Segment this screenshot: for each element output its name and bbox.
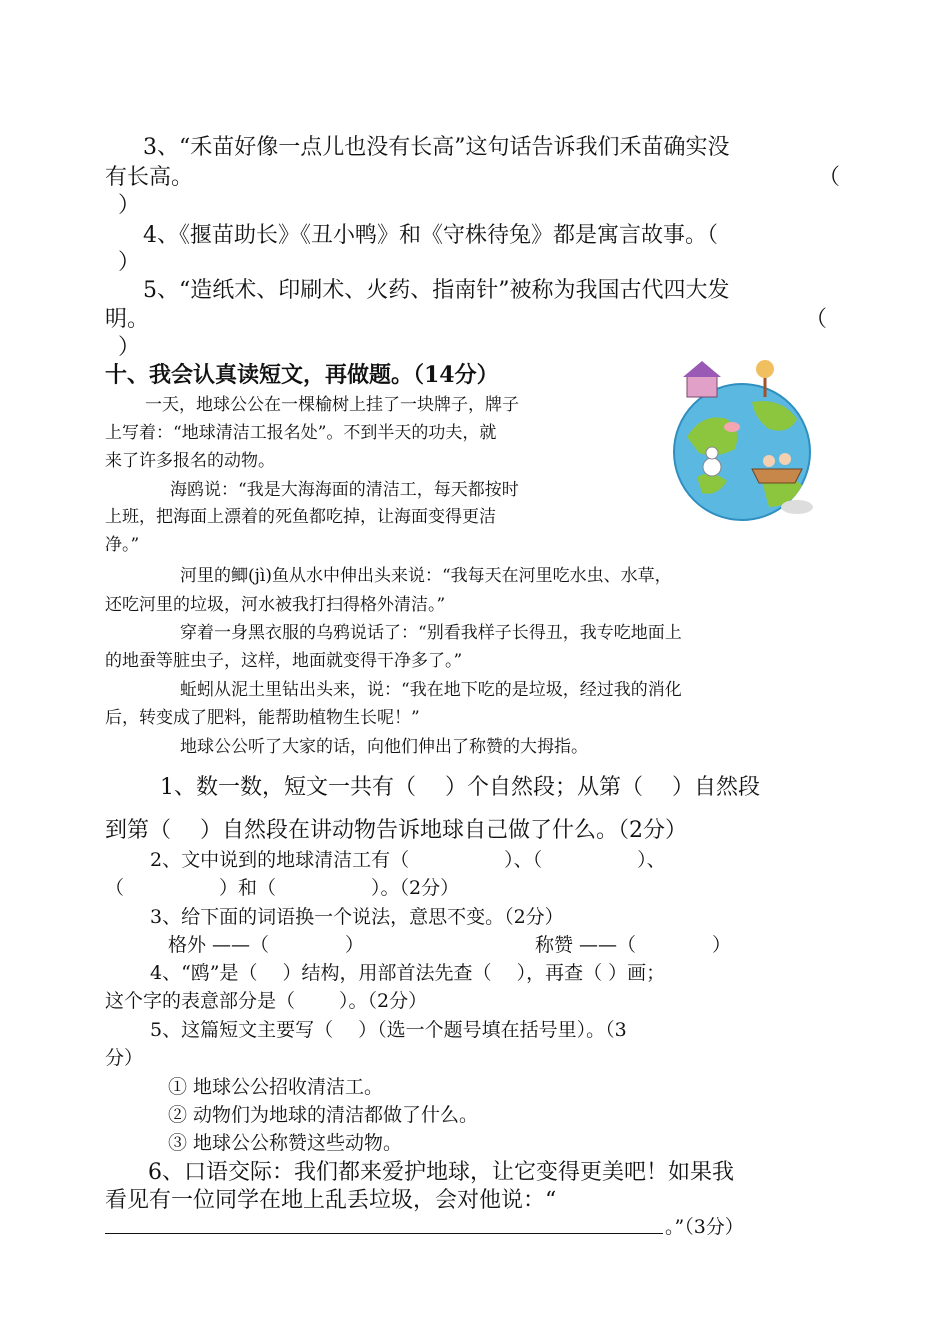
question-5-option[interactable]: ② 动物们为地球的清洁都做了什么。 — [168, 1104, 479, 1126]
passage-line: 海鸥说：“我是大海海面的清洁工，每天都按时 — [170, 480, 519, 500]
section-title: 十、我会认真读短文，再做题。（14分） — [105, 362, 499, 388]
judgement-q5-paren-open[interactable]: （ — [805, 307, 828, 332]
question-3-line1: 3、给下面的词语换一个说法，意思不变。（2分） — [150, 906, 564, 928]
judgement-q5-paren-close: ） — [118, 335, 141, 360]
judgement-q4-paren-close: ） — [118, 250, 141, 275]
question-1-line1: 1、数一数，短文一共有（ ）个自然段；从第（ ）自然段 — [160, 775, 760, 800]
passage-line: 来了许多报名的动物。 — [105, 451, 275, 471]
judgement-q3-paren-close: ） — [118, 193, 141, 218]
passage-line: 后，转变成了肥料，能帮助植物生长呢！” — [105, 708, 420, 728]
question-4-line2: 这个字的表意部分是（ ）。（2分） — [105, 990, 428, 1012]
question-6-line1: 6、口语交际：我们都来爱护地球，让它变得更美吧！如果我 — [148, 1160, 734, 1185]
question-5-option[interactable]: ① 地球公公招收清洁工。 — [168, 1076, 384, 1098]
judgement-q3-paren-open[interactable]: （ — [818, 165, 841, 190]
passage-line: 地球公公听了大家的话，向他们伸出了称赞的大拇指。 — [180, 737, 588, 757]
passage-line: 一天，地球公公在一棵榆树上挂了一块牌子，牌子 — [145, 395, 519, 415]
judgement-q3-line1: 3、“禾苗好像一点儿也没有长高”这句话告诉我们禾苗确实没 — [143, 135, 730, 160]
judgement-q5-line1: 5、“造纸术、印刷术、火药、指南针”被称为我国古代四大发 — [143, 278, 730, 303]
question-2-line2: （ ）和（ ）。（2分） — [105, 877, 460, 899]
passage-line: 上写着：“地球清洁工报名处”。不到半天的功夫，就 — [105, 423, 497, 443]
passage-line: 河里的鲫(jì)鱼从水中伸出头来说：“我每天在河里吃水虫、水草， — [180, 566, 672, 586]
passage-line: 净。” — [105, 535, 140, 555]
question-3-word2: 称赞 ——（ ） — [535, 934, 732, 956]
judgement-q5-line2: 明。 — [105, 307, 150, 332]
passage-line: 蚯蚓从泥土里钻出头来，说：“我在地下吃的是垃圾，经过我的消化 — [180, 680, 682, 700]
question-3-word1: 格外 ——（ ） — [168, 934, 365, 956]
earth-cartoon-icon — [657, 357, 837, 522]
passage-line: 的地蚕等脏虫子，这样，地面就变得干净多了。” — [105, 651, 463, 671]
question-5-line1: 5、这篇短文主要写（ ）（选一个题号填在括号里）。（3 — [150, 1019, 627, 1041]
passage-line: 上班，把海面上漂着的死鱼都吃掉，让海面变得更洁 — [105, 507, 496, 527]
question-6-answer-line[interactable] — [105, 1233, 663, 1234]
question-6-end: 。”（3分） — [665, 1216, 744, 1238]
question-4-line1: 4、“鸥”是（ ）结构，用部首法先查（ ），再查（ ）画； — [150, 962, 666, 984]
passage-line: 穿着一身黑衣服的乌鸦说话了：“别看我样子长得丑，我专吃地面上 — [180, 623, 682, 643]
question-5-option[interactable]: ③ 地球公公称赞这些动物。 — [168, 1132, 403, 1154]
question-2-line1: 2、文中说到的地球清洁工有（ ）、（ ）、 — [150, 849, 666, 871]
judgement-q3-line2: 有长高。 — [105, 165, 194, 190]
question-5-line2: 分） — [105, 1047, 144, 1069]
judgement-q4-line1: 4、《揠苗助长》《丑小鸭》和《守株待兔》都是寓言故事。（ — [143, 223, 718, 248]
passage-line: 还吃河里的垃圾，河水被我打扫得格外清洁。” — [105, 595, 446, 615]
question-1-line2: 到第（ ）自然段在讲动物告诉地球自己做了什么。（2分） — [105, 818, 687, 843]
question-6-line2: 看见有一位同学在地上乱丢垃圾，会对他说：“ — [105, 1188, 557, 1213]
